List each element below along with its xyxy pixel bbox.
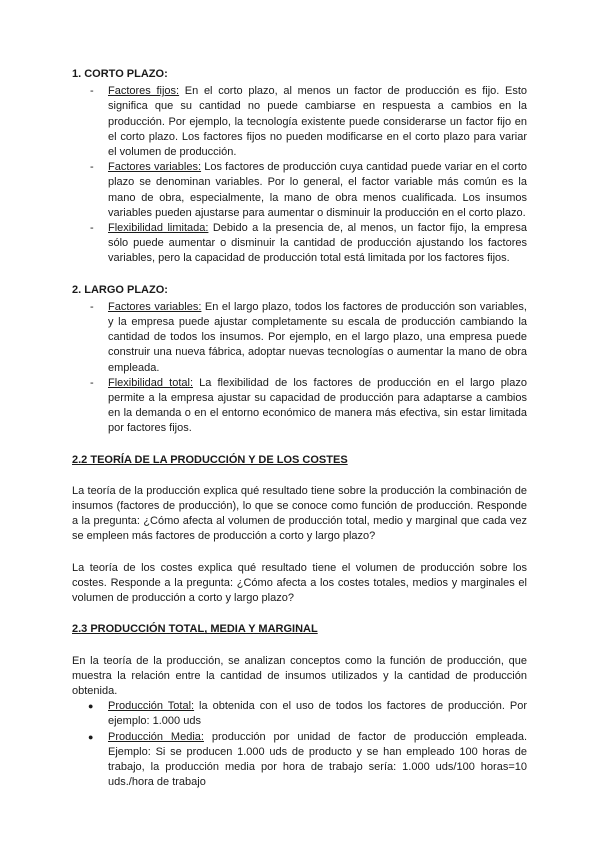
list-item-term: Producción Total: — [108, 700, 195, 713]
section-heading-corto-plazo: 1. CORTO PLAZO: — [72, 68, 168, 80]
list-item-text: Los factores de producción cuya cantidad puede variar en el corto plazo se denominan variables. Por lo general, el factor variable más común es la mano de obra, especialmente, la mano de obra menos cualificada. Los insumos variables pueden ajustarse para aumentar o disminuir la producción en el corto plazo. — [108, 161, 527, 219]
spacer — [72, 606, 527, 622]
section-heading-largo-plazo: 2. LARGO PLAZO: — [72, 283, 168, 296]
list-item-text: Debido a la presencia de, al menos, un factor fijo, la empresa sólo puede aumentar o disminuir la cantidad de producción ajustando los factores variables, pero la capacidad de producción total está limitada por los factores fijos. — [108, 222, 527, 265]
spacer — [72, 638, 527, 654]
spacer — [72, 545, 527, 561]
list-item-term: Factores variables: — [108, 161, 202, 174]
document-page — [72, 67, 527, 790]
spacer — [72, 437, 527, 453]
list-item-text: producción por unidad de factor de producción empleada. Ejemplo: Si se producen 1.000 uds de producto y se han empleado 100 horas de trabajo, la producción media por hora de trabajo sería: 1.000 uds/100 horas=10 uds./hora de trabajo — [108, 730, 528, 789]
list-item-text: la obtenida con el uso de todos los factores de producción. Por ejemplo: 1.000 uds — [108, 700, 527, 728]
produccion-list — [72, 699, 527, 790]
list-item — [72, 699, 527, 729]
list-item-term: Factores fijos: — [108, 85, 180, 98]
paragraph-teoria-costes: La teoría de los costes explica qué resultado tiene el volumen de producción sobre los costes. Responde a la pregunta: ¿Cómo afecta a los costes totales, medios y marginales el volumen de producción a corto y largo plazo? — [72, 561, 527, 605]
paragraph-produccion-intro: En la teoría de la producción, se analizan conceptos como la función de producción, que muestra la relación entre la cantidad de insumos utilizados y la cantidad de producción obtenida. — [72, 654, 527, 697]
corto-plazo-list — [72, 84, 527, 266]
section-heading-produccion: 2.3 PRODUCCIÓN TOTAL, MEDIA Y MARGINAL — [72, 623, 318, 636]
list-item — [72, 730, 527, 791]
spacer — [72, 468, 527, 484]
largo-plazo-list — [72, 300, 527, 437]
list-item-term: Flexibilidad total: — [108, 376, 193, 389]
list-item — [72, 376, 527, 437]
list-item-term: Flexibilidad limitada: — [108, 222, 209, 235]
list-item-term: Factores variables: — [108, 300, 202, 313]
spacer — [72, 267, 527, 283]
section-heading-teoria: 2.2 TEORÍA DE LA PRODUCCIÓN Y DE LOS COSTES — [72, 453, 348, 466]
list-item-term: Producción Media: — [108, 730, 204, 743]
list-item — [72, 160, 527, 221]
list-item-text: La flexibilidad de los factores de producción en el largo plazo permite a la empresa ajustar su capacidad de producción para adaptarse a cambios en la demanda o en el entorno económico de manera más efectiva, sin estar limitada por factores fijos. — [108, 376, 527, 435]
list-item-text: En el corto plazo, al menos un factor de producción es fijo. Esto significa que su cantidad no puede cambiarse en respuesta a cambios en la producción. Por ejemplo, la tecnología existente puede considerarse un factor fijo en el corto plazo. Los factores fijos no pueden modificarse en el corto plazo para variar el volumen de producción. — [108, 85, 528, 159]
list-item — [72, 300, 527, 376]
paragraph-teoria-produccion: La teoría de la producción explica qué resultado tiene sobre la producción la combinación de insumos (factores de producción), lo que se conoce como función de producción. Responde a la pregunta: ¿Cómo afecta al volumen de producción total, medio y marginal que cada vez se empleen más factores de producción a corto y largo plazo? — [72, 484, 527, 543]
list-item-text: En el largo plazo, todos los factores de producción son variables, y la empresa puede ajustar completamente su escala de producción cambiando la cantidad de todos los insumos. Por ejemplo, en el largo plazo, una empresa puede construir una nueva fábrica, adoptar nuevas tecnologías o aumentar la mano de obra empleada. — [108, 300, 527, 374]
list-item — [72, 84, 527, 160]
list-item — [72, 221, 527, 267]
